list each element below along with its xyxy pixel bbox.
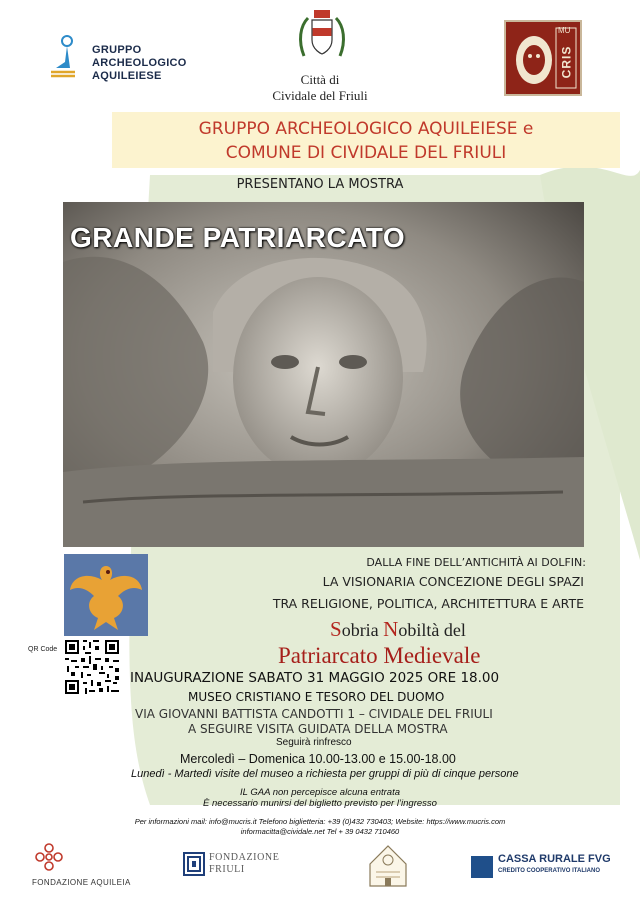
fondazione-aquileia-name: FONDAZIONE AQUILEIA bbox=[32, 878, 131, 887]
eagle-icon bbox=[64, 554, 148, 636]
venue-address: VIA GIOVANNI BATTISTA CANDOTTI 1 – CIVIDALE DEL FRIULI bbox=[135, 707, 493, 721]
mucris-logo bbox=[504, 20, 582, 96]
presents-text: PRESENTANO LA MOSTRA bbox=[236, 177, 404, 192]
guided-visit-note: A SEGUIRE VISITA GUIDATA DELLA MOSTRA bbox=[188, 722, 448, 736]
gaa-logo-text bbox=[92, 44, 187, 83]
organizers-band bbox=[112, 112, 620, 168]
organizers-line1: GRUPPO ARCHEOLOGICO AQUILEIESE e bbox=[198, 119, 534, 139]
sobria-rest2: obiltà del bbox=[398, 620, 466, 640]
qr-code-icon bbox=[63, 638, 121, 696]
sobria-initial-n: N bbox=[383, 617, 399, 641]
church-logo-icon bbox=[362, 838, 414, 890]
inauguration-date: INAUGURAZIONE SABATO 31 MAGGIO 2025 ORE 18.00 bbox=[130, 670, 500, 686]
city-name-line1: Città di bbox=[300, 72, 340, 87]
city-name bbox=[250, 72, 390, 104]
refreshment-note: Seguirà rinfresco bbox=[276, 737, 352, 748]
gaa-no-income-note: IL GAA non percepisce alcuna entrata bbox=[239, 787, 401, 798]
mucris-text-side: CRIS bbox=[559, 45, 574, 79]
fondazione-friuli-name-line2: FRIULI bbox=[209, 864, 245, 875]
cassa-rurale-subtitle: CREDITO COOPERATIVO ITALIANO bbox=[498, 868, 601, 874]
cassa-rurale-name: CASSA RURALE FVG bbox=[498, 853, 611, 865]
sobria-rest1: obria bbox=[341, 620, 384, 640]
city-name-line2: Cividale del Friuli bbox=[272, 88, 368, 103]
sobria-initial-s: S bbox=[330, 617, 342, 641]
monday-tuesday-note: Lunedì - Martedì visite del museo a richiesta per gruppi di più di cinque persone bbox=[131, 768, 519, 780]
mucris-text-top: MU bbox=[558, 26, 571, 35]
contact-info-line1[interactable]: Per informazioni mail: info@mucris.it Telefono biglietteria: +39 (0)432 730403; Website: https://www.mucris.com bbox=[134, 817, 506, 826]
patriarcato-heading: Patriarcato Medievale bbox=[278, 643, 481, 668]
fondazione-aquileia-icon bbox=[34, 842, 64, 872]
subtitle-line1: DALLA FINE DELL’ANTICHITÀ AI DOLFIN: bbox=[366, 556, 586, 569]
qr-code[interactable] bbox=[63, 638, 121, 696]
gaa-logo-line3: AQUILEIESE bbox=[92, 70, 162, 82]
qr-code-label: QR Code bbox=[28, 646, 58, 653]
subtitle-line3: TRA RELIGIONE, POLITICA, ARCHITETTURA E ARTE bbox=[272, 596, 584, 611]
sobria-nobilta-heading bbox=[330, 618, 466, 641]
cassa-rurale-icon bbox=[471, 856, 493, 878]
fondazione-friuli-name-line1: FONDAZIONE bbox=[209, 852, 280, 863]
fondazione-friuli-icon bbox=[183, 852, 205, 876]
organizers-line2: COMUNE DI CIVIDALE DEL FRIULI bbox=[225, 143, 507, 163]
gaa-logo-line1: GRUPPO bbox=[92, 44, 142, 56]
heron-icon bbox=[48, 34, 78, 80]
contact-info-line2[interactable]: informacitta@cividale.net Tel + 39 0432 710460 bbox=[240, 827, 400, 836]
gaa-logo-line2: ARCHEOLOGICO bbox=[92, 57, 187, 69]
ticket-note: È necessario munirsi del biglietto previsto per l’ingresso bbox=[203, 798, 437, 809]
city-crest-icon bbox=[296, 6, 348, 66]
subtitle-line2: LA VISIONARIA CONCEZIONE DEGLI SPAZI bbox=[322, 574, 584, 589]
opening-hours: Mercoledì – Domenica 10.00-13.00 e 15.00-18.00 bbox=[180, 752, 456, 766]
exhibition-title: GRANDE PATRIARCATO bbox=[70, 222, 406, 253]
eagle-emblem bbox=[64, 554, 148, 636]
venue-name: MUSEO CRISTIANO E TESORO DEL DUOMO bbox=[188, 690, 445, 704]
